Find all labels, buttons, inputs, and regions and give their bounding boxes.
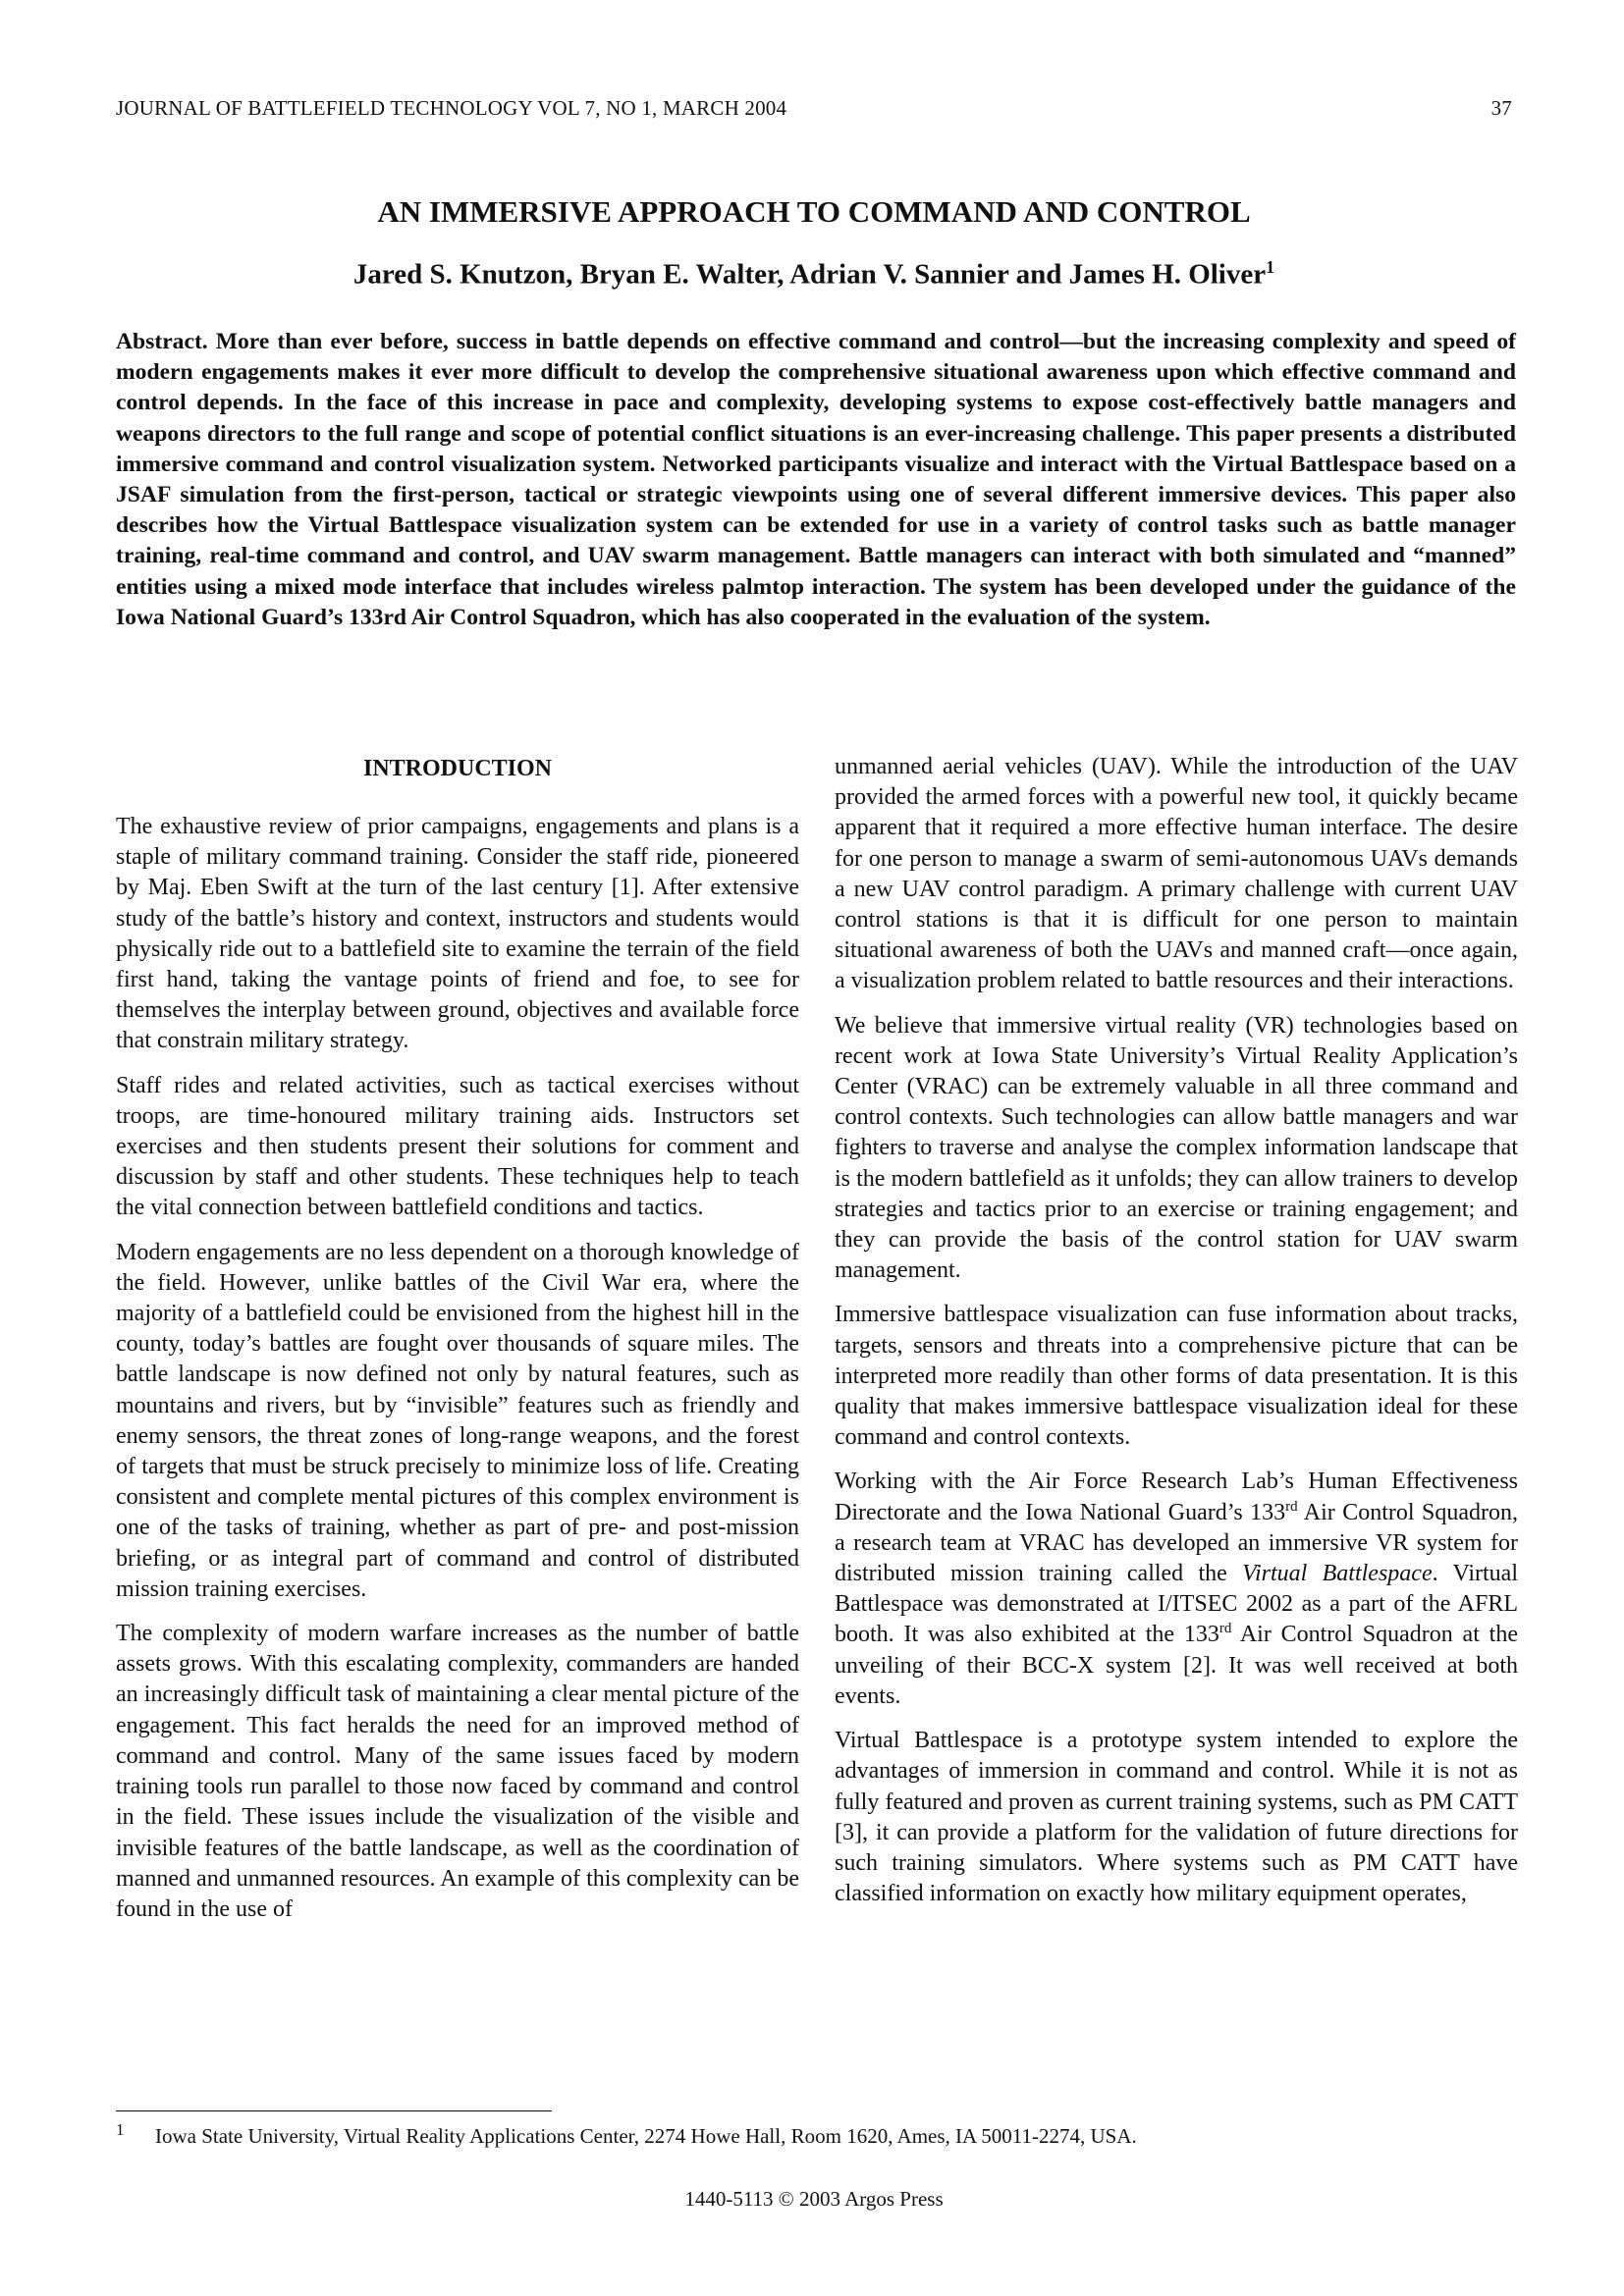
left-column — [116, 751, 799, 2081]
right-paragraph-3: Immersive battlespace visualization can fuse information about tracks, targets, sensors and threats into a comprehensive picture that can be interpreted more readily than other forms of data presentation. It is this quality that makes immersive battlespace visualization ideal for these command and control contexts. — [835, 1302, 1518, 1451]
p4-text-4: Air Control Squadron at the unveiling of their BCC-X system [2]. It was well received at both events. — [835, 1622, 1518, 1709]
copyright-footer: 1440-5113 © 2003 Argos Press — [684, 2187, 944, 2211]
article-title: AN IMMERSIVE APPROACH TO COMMAND AND CONTROL — [377, 194, 1251, 229]
right-column — [835, 752, 1518, 2082]
abstract: Abstract. More than ever before, success in battle depends on effective command and control—but the increasing complexity and speed of modern engagements makes it ever more difficult to develop the comprehensive situational awareness upon which effective command and control depends. In the face of this increase in pace and complexity, developing systems to expose cost-effectively battle managers and weapons directors to the full range and scope of potential conflict situations is an ever-increasing challenge. This paper presents a distributed immersive command and control visualization system. Networked participants visualize and interact with the Virtual Battlespace based on a JSAF simulation from the first-person, tactical or strategic viewpoints using one of several different immersive devices. This paper also describes how the Virtual Battlespace visualization system can be extended for use in a variety of control tasks such as battle manager training, real-time command and control, and UAV swarm management. Battle managers can interact with both simulated and “manned” entities using a mixed mode interface that includes wireless palmtop interaction. The system has been developed under the guidance of the Iowa National Guard’s 133rd Air Control Squadron, which has also cooperated in the evaluation of the system. — [116, 329, 1516, 630]
virtual-battlespace-italic: Virtual Battlespace — [1242, 1561, 1433, 1587]
author-footnote-mark: 1 — [1266, 257, 1275, 277]
author-line — [116, 257, 1512, 292]
page-number: 37 — [1490, 96, 1512, 120]
right-paragraph-2: We believe that immersive virtual reality (VR) technologies based on recent work at Iowa State University’s Virtual Reality Application’s Center (VRAC) can be extremely valuable in all three command and control contexts. Such technologies can allow battle managers and war fighters to traverse and analyse the complex information landscape that is the modern battlefield as it unfolds; they can allow trainers to develop strategies and tactics prior to an exercise or training engagement; and they can provide the basis of the control station for UAV swarm management. — [835, 1012, 1518, 1284]
intro-paragraph-2: Staff rides and related activities, such as tactical exercises without troops, are time-honoured military training aids. Instructors set exercises and then students present their solutions for comment and discussion by staff and other students. These techniques help to teach the vital connection between battlefield conditions and tactics. — [116, 1072, 799, 1221]
section-heading-introduction: INTRODUCTION — [362, 756, 553, 781]
running-header — [116, 96, 1512, 121]
footnote-rule — [116, 2110, 552, 2111]
p4-text-2: Air Control Squadron, a research team at VRAC has developed an immersive VR system for distributed mission training called the — [835, 1499, 1518, 1587]
p4-text-3: . Virtual Battlespace was demonstrated at I/ITSEC 2002 as a part of the AFRL booth. It was also exhibited at the 133 — [835, 1561, 1518, 1648]
footnote-text: Iowa State University, Virtual Reality Applications Center, 2274 Howe Hall, Room 1620, Ames, IA 50011-2274, USA. — [155, 2124, 1137, 2148]
ordinal-suffix-1: rd — [1285, 1498, 1298, 1515]
right-paragraph-5: Virtual Battlespace is a prototype system intended to explore the advantages of immersion in command and control. While it is not as fully featured and proven as current training systems, such as PM CATT [3], it can provide a platform for the validation of future directions for such training simulators. Where systems such as PM CATT have classified information on exactly how military equipment operates, — [835, 1728, 1518, 1907]
p4-text-1: Working with the Air Force Research Lab’s Human Effectiveness Directorate and the Iowa National Guard’s 133 — [835, 1468, 1518, 1525]
intro-paragraph-4: The complexity of modern warfare increases as the number of battle assets grows. With this escalating complexity, commanders are handed an increasingly difficult task of maintaining a clear mental picture of the engagement. This fact heralds the need for an improved method of command and control. Many of the same issues faced by modern training tools run parallel to those now faced by command and control in the field. These issues include the visualization of the visible and invisible features of the battle landscape, as well as the coordination of manned and unmanned resources. An example of this complexity can be found in the use of — [116, 1621, 799, 1922]
journal-citation: JOURNAL OF BATTLEFIELD TECHNOLOGY VOL 7, NO 1, MARCH 2004 — [116, 96, 787, 120]
footnote-mark: 1 — [116, 2120, 125, 2139]
intro-paragraph-3: Modern engagements are no less dependent on a thorough knowledge of the field. However, unlike battles of the Civil War era, where the majority of a battlefield could be envisioned from the highest hill in the county, today’s battles are fought over thousands of square miles. The battle landscape is now defined not only by natural features, such as mountains and rivers, but by “invisible” features such as friendly and enemy sensors, the threat zones of long-range weapons, and the forest of targets that must be struck precisely to minimize loss of life. Creating consistent and complete mental pictures of this complex environment is one of the tasks of training, whether as part of pre- and post-mission briefing, or as integral part of command and control of distributed mission training exercises. — [116, 1239, 799, 1602]
right-paragraph-4 — [835, 1467, 1518, 1712]
intro-paragraph-1: The exhaustive review of prior campaigns, engagements and plans is a staple of military command training. Consider the staff ride, pioneered by Maj. Eben Swift at the turn of the last century [1]. After extensive study of the battle’s history and context, instructors and students would physically ride out to a battlefield site to examine the terrain of the field first hand, taking the vantage points of friend and foe, to see for themselves the interplay between ground, objectives and available force that constrain military strategy. — [116, 814, 799, 1054]
author-names: Jared S. Knutzon, Bryan E. Walter, Adrian V. Sannier and James H. Oliver — [352, 258, 1267, 291]
ordinal-suffix-2: rd — [1218, 1621, 1232, 1637]
right-paragraph-1: unmanned aerial vehicles (UAV). While the introduction of the UAV provided the armed forces with a powerful new tool, it quickly became apparent that it required a more effective human interface. The desire for one person to manage a swarm of semi-autonomous UAVs demands a new UAV control paradigm. A primary challenge with current UAV control stations is that it is difficult for one person to maintain situational awareness of both the UAVs and manned craft—once again, a visualization problem related to battle resources and their interactions. — [835, 754, 1518, 994]
